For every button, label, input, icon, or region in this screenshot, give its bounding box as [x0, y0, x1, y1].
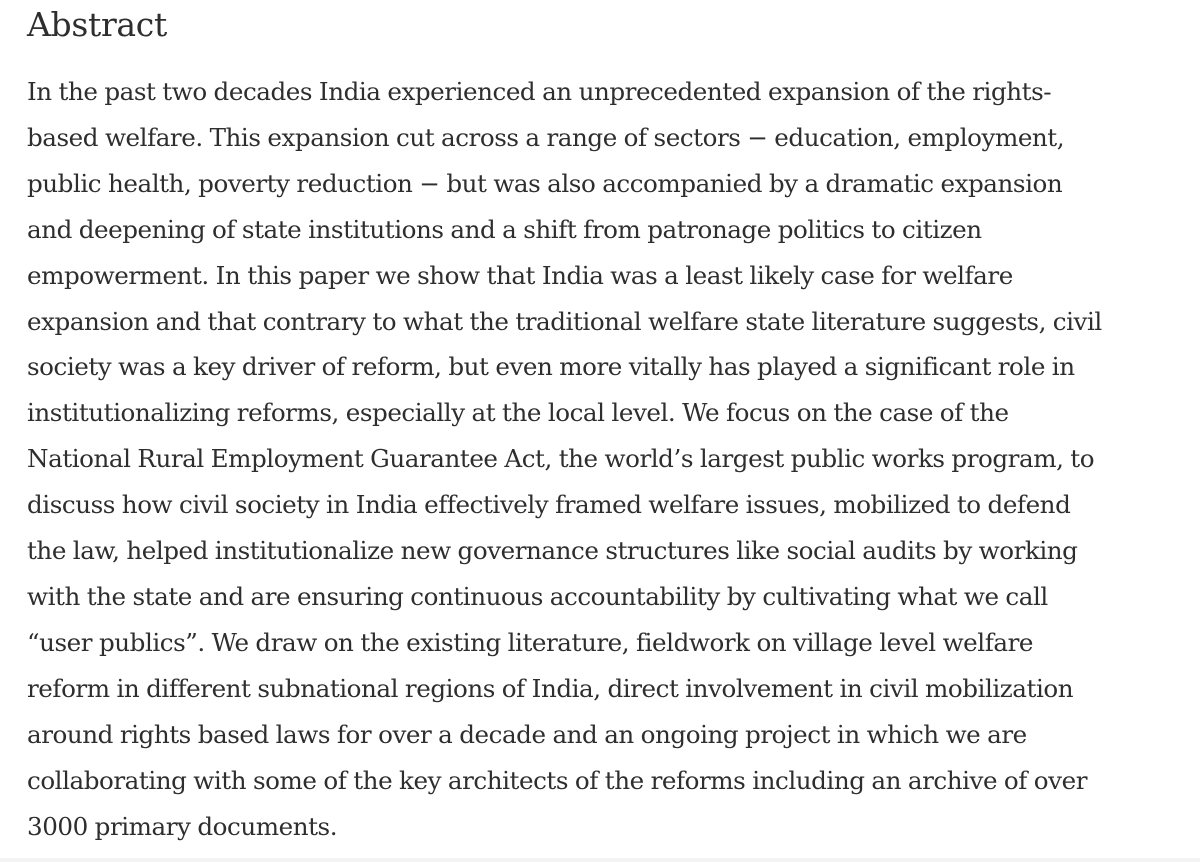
abstract-line: with the state and are ensuring continuous accountability by cultivating what we call	[27, 581, 1048, 611]
abstract-line: reform in different subnational regions of India, direct involvement in civil mobilization	[27, 673, 1074, 703]
abstract-line: discuss how civil society in India effectively framed welfare issues, mobilized to defend	[27, 490, 1071, 520]
abstract-section	[27, 0, 1187, 849]
abstract-heading: Abstract	[27, 5, 167, 44]
abstract-line: empowerment. In this paper we show that India was a least likely case for welfare	[27, 260, 1013, 290]
abstract-line: 3000 primary documents.	[27, 811, 338, 841]
abstract-line: institutionalizing reforms, especially at the local level. We focus on the case of the	[27, 398, 1009, 428]
abstract-line: expansion and that contrary to what the traditional welfare state literature suggests, civil	[27, 306, 1102, 336]
abstract-line: around rights based laws for over a decade and an ongoing project in which we are	[27, 719, 1027, 749]
abstract-line: collaborating with some of the key architects of the reforms including an archive of over	[27, 765, 1088, 795]
abstract-line: National Rural Employment Guarantee Act, the world’s largest public works program, to	[27, 444, 1095, 474]
abstract-line: public health, poverty reduction − but was also accompanied by a dramatic expansion	[27, 168, 1063, 198]
abstract-line: In the past two decades India experienced an unprecedented expansion of the rights-	[27, 77, 1052, 106]
abstract-line: “user publics”. We draw on the existing literature, fieldwork on village level welfare	[27, 627, 1033, 657]
abstract-line: society was a key driver of reform, but even more vitally has played a significant role in	[27, 352, 1075, 382]
abstract-body	[27, 69, 1187, 849]
abstract-line: and deepening of state institutions and a shift from patronage politics to citizen	[27, 214, 982, 244]
page-bottom-edge	[0, 858, 1200, 862]
abstract-line: the law, helped institutionalize new governance structures like social audits by working	[27, 536, 1078, 566]
abstract-line: based welfare. This expansion cut across a range of sectors − education, employment,	[27, 122, 1065, 152]
